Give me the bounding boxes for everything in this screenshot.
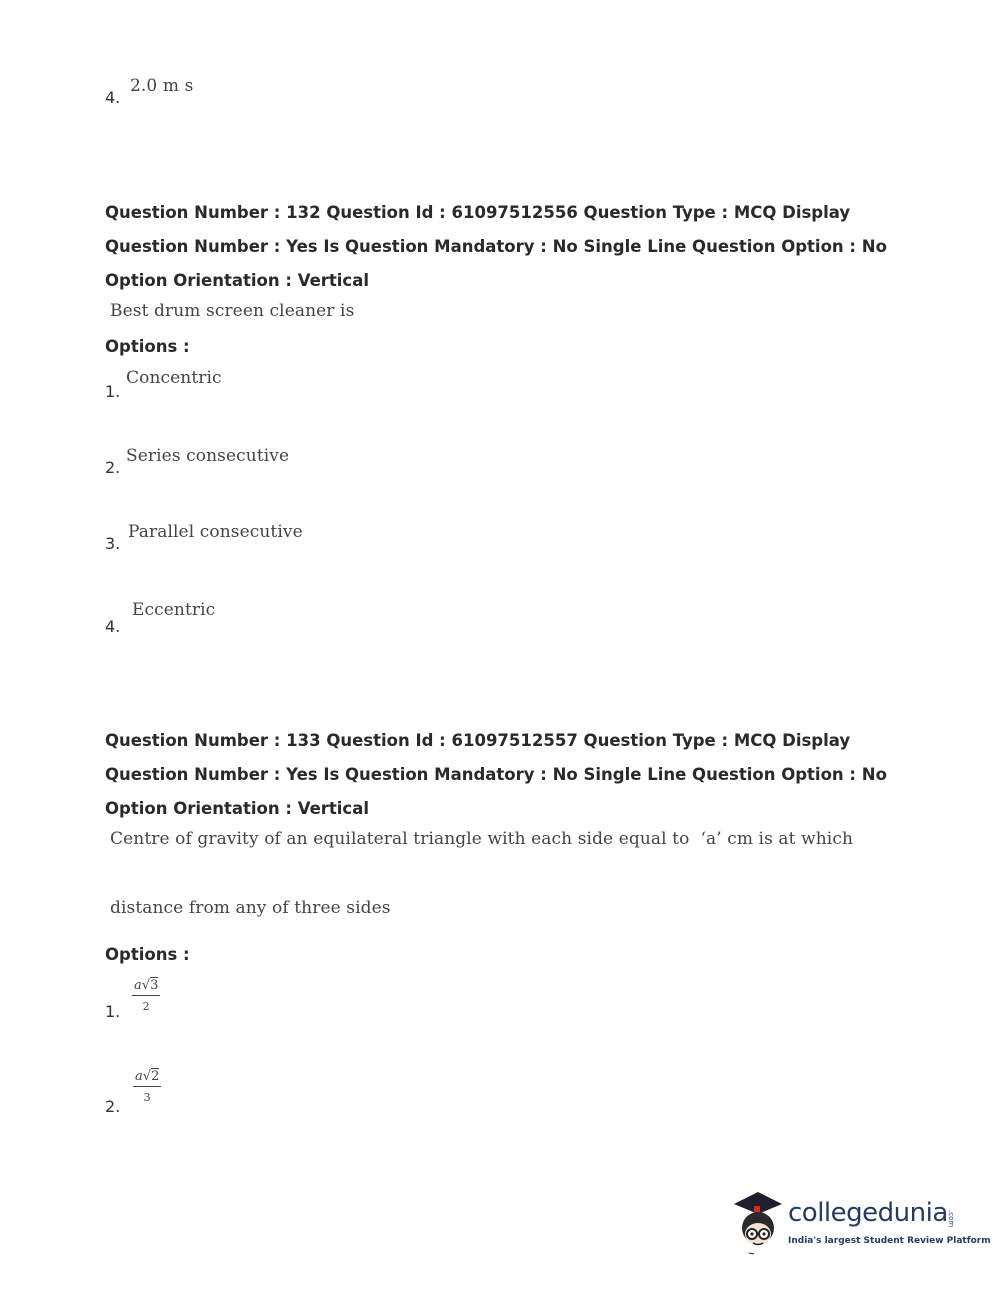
fraction-variable: a: [134, 978, 142, 993]
option-text[interactable]: Parallel consecutive: [128, 522, 303, 542]
sqrt-icon: √: [141, 978, 151, 993]
question-132-text: Best drum screen cleaner is: [110, 301, 355, 321]
option-number: 2.: [105, 458, 121, 477]
mascot-icon: [728, 1190, 786, 1256]
collegedunia-logo: [728, 1190, 991, 1260]
option-number: 3.: [105, 534, 121, 553]
option-text[interactable]: Series consecutive: [126, 446, 290, 466]
option-number: 1.: [105, 382, 121, 401]
question-133-text-line1: Centre of gravity of an equilateral triangle with each side equal to ‘a’ cm is at which: [110, 829, 853, 849]
options-label: Options :: [105, 945, 190, 964]
option-fraction[interactable]: [133, 1069, 161, 1104]
brand-name: collegedunia: [788, 1198, 948, 1228]
option-number: 1.: [105, 1002, 121, 1021]
option-number: 2.: [105, 1097, 121, 1116]
fraction-denominator: 2: [142, 1000, 150, 1013]
brand-suffix: .com: [947, 1210, 955, 1228]
fraction-denominator: 3: [143, 1091, 151, 1104]
option-number: 4.: [105, 617, 121, 636]
question-133-text-line2: distance from any of three sides: [110, 898, 391, 918]
brand-tagline: India's largest Student Review Platform: [788, 1236, 991, 1246]
sqrt-icon: √: [142, 1069, 152, 1084]
fraction-variable: a: [135, 1069, 143, 1084]
options-label: Options :: [105, 337, 190, 356]
option-text: 2.0 m s: [130, 76, 194, 96]
option-fraction[interactable]: [132, 978, 160, 1013]
question-132-meta: Question Number : 132 Question Id : 61097512556 Question Type : MCQ Display Question Number : Yes Is Question Mandatory : No Single Line Question Option : No Option Orientation : Vertical: [105, 203, 887, 290]
question-133-meta: Question Number : 133 Question Id : 61097512557 Question Type : MCQ Display Question Number : Yes Is Question Mandatory : No Single Line Question Option : No Option Orientation : Vertical: [105, 731, 887, 818]
option-text[interactable]: Eccentric: [132, 600, 216, 620]
option-number: 4.: [105, 88, 121, 107]
fraction-radicand: 2: [151, 1069, 160, 1084]
option-text[interactable]: Concentric: [126, 368, 222, 388]
fraction-radicand: 3: [150, 978, 159, 993]
